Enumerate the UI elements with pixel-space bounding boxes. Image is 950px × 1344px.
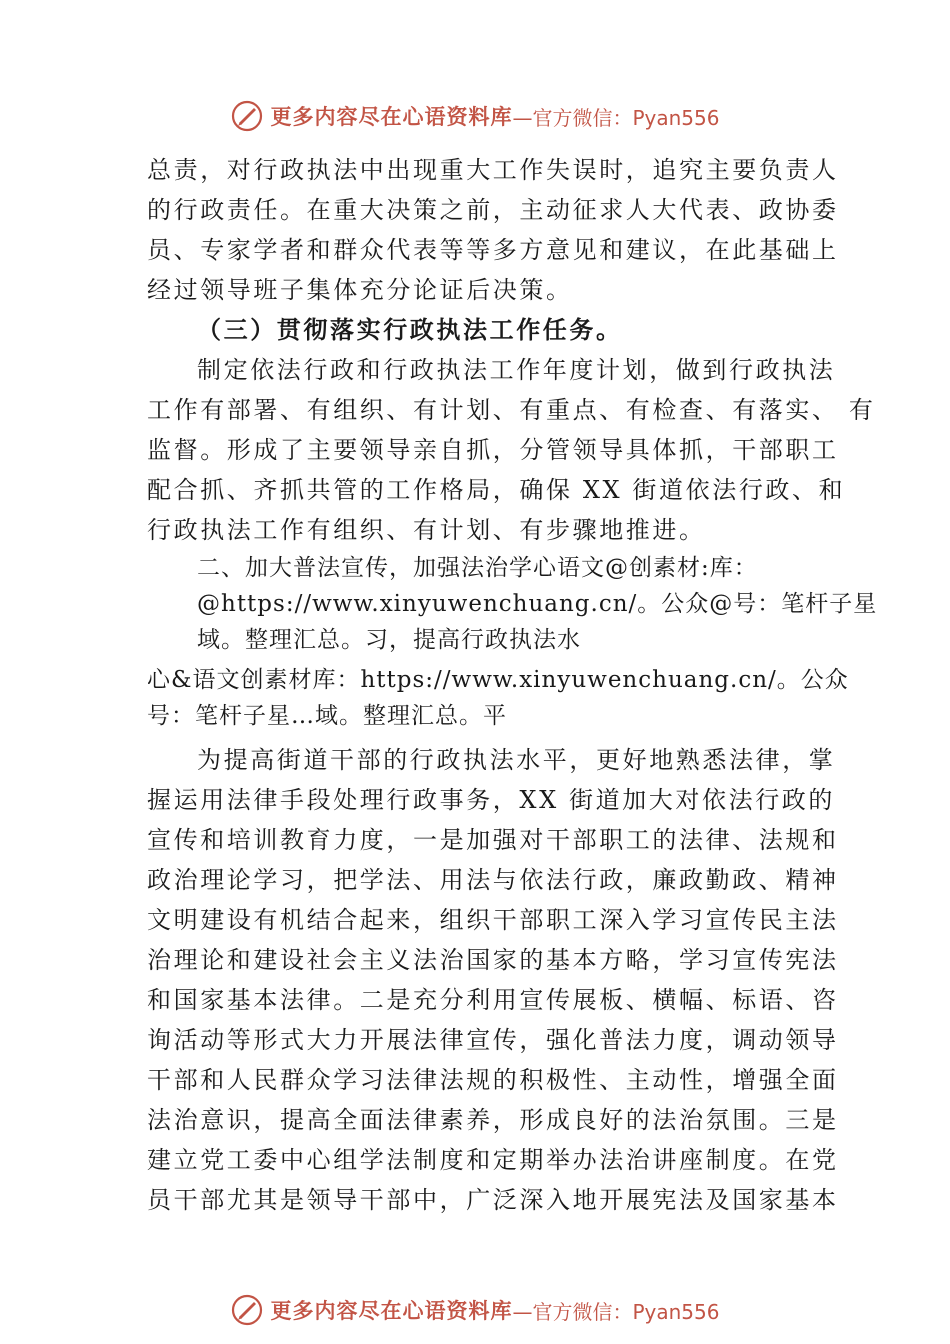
text-line: 号：笔杆子星…域。整理汇总。平 — [147, 703, 507, 729]
text-line: 域。整理汇总。习，提高行政执法水 — [197, 627, 581, 653]
watermark-brand-text: 更多内容尽在心语资料库 — [270, 1298, 513, 1323]
watermark-header — [0, 96, 950, 136]
watermark-footer — [0, 1290, 950, 1330]
brand-logo-icon — [230, 1293, 264, 1327]
text-line: 制定依法行政和行政执法工作年度计划，做到行政执法 — [197, 356, 836, 384]
text-line: 总责，对行政执法中出现重大工作失误时，追究主要负责人 — [147, 156, 839, 184]
section-heading: （三）贯彻落实行政执法工作任务。 — [197, 315, 623, 344]
text-line: 宣传和培训教育力度，一是加强对干部职工的法律、法规和 — [147, 826, 839, 854]
text-line: 治理论和建设社会主义法治国家的基本方略，学习宣传宪法 — [147, 946, 839, 974]
text-line: 文明建设有机结合起来，组织干部职工深入学习宣传民主法 — [147, 906, 839, 934]
section-heading: 二、加大普法宣传，加强法治学心语文@创素材:库： — [197, 555, 758, 581]
brand-logo-icon — [230, 99, 264, 133]
text-line: 干部和人民群众学习法律法规的积极性、主动性，增强全面 — [147, 1066, 839, 1094]
text-line: 工作有部署、有组织、有计划、有重点、有检查、有落实、 有 — [147, 396, 876, 424]
text-line: 法治意识，提高全面法律素养，形成良好的法治氛围。三是 — [147, 1106, 839, 1134]
text-line: 握运用法律手段处理行政事务，XX 街道加大对依法行政的 — [147, 786, 835, 814]
watermark-contact-text: —官方微信：Pyan556 — [512, 1299, 720, 1324]
text-line: 政治理论学习，把学法、用法与依法行政，廉政勤政、精神 — [147, 866, 839, 894]
text-line: 为提高街道干部的行政执法水平，更好地熟悉法律，掌 — [197, 746, 836, 774]
text-line: 的行政责任。在重大决策之前，主动征求人大代表、政协委 — [147, 196, 839, 224]
text-line: 监督。形成了主要领导亲自抓，分管领导具体抓，干部职工 — [147, 436, 839, 464]
text-line: 行政执法工作有组织、有计划、有步骤地推进。 — [147, 516, 706, 544]
document-body — [147, 150, 878, 1220]
text-line: 配合抓、齐抓共管的工作格局，确保 XX 街道依法行政、和 — [147, 476, 846, 504]
watermark-contact-text: —官方微信：Pyan556 — [512, 105, 720, 130]
text-line: @https://www.xinyuwenchuang.cn/。公众@号：笔杆子星 — [197, 591, 878, 617]
text-line: 和国家基本法律。二是充分利用宣传展板、横幅、标语、咨 — [147, 986, 839, 1014]
text-line: 员、专家学者和群众代表等等多方意见和建议，在此基础上 — [147, 236, 839, 264]
text-line: 心&语文创素材库：https://www.xinyuwenchuang.cn/。公众 — [147, 667, 849, 693]
text-line: 询活动等形式大力开展法律宣传，强化普法力度，调动领导 — [147, 1026, 839, 1054]
text-line: 员干部尤其是领导干部中，广泛深入地开展宪法及国家基本 — [147, 1186, 839, 1214]
text-line: 建立党工委中心组学法制度和定期举办法治讲座制度。在党 — [147, 1146, 839, 1174]
watermark-brand-text: 更多内容尽在心语资料库 — [270, 104, 513, 129]
text-line: 经过领导班子集体充分论证后决策。 — [147, 276, 573, 304]
